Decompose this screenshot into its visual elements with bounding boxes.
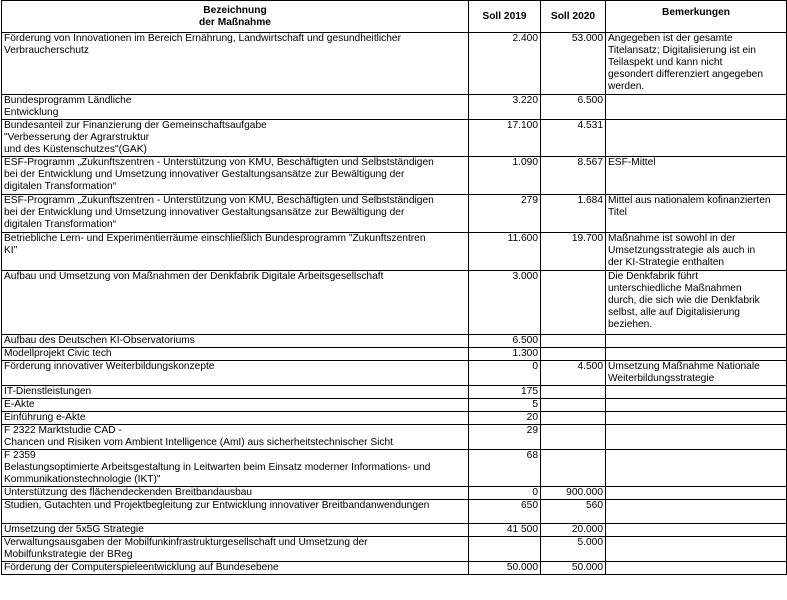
soll-2020-cell [541, 450, 606, 487]
soll-2019-cell: 5 [469, 399, 541, 412]
soll-2019-cell: 3.220 [469, 95, 541, 120]
measure-cell: Verwaltungsausgaben der Mobilfunkinfrastrukturgesellschaft und Umsetzung der Mobilfunkstrategie der BReg [2, 537, 469, 562]
soll-2020-cell [541, 271, 606, 335]
soll-2020-cell: 4.500 [541, 361, 606, 386]
header-soll-2019: Soll 2019 [469, 1, 541, 33]
table-row [2, 412, 787, 425]
remarks-cell [606, 537, 787, 562]
soll-2020-cell: 20.000 [541, 524, 606, 537]
soll-2019-cell: 0 [469, 361, 541, 386]
remarks-cell: ESF-Mittel [606, 157, 787, 195]
soll-2020-cell: 4.531 [541, 120, 606, 157]
remarks-cell [606, 562, 787, 575]
remarks-cell: Umsetzung Maßnahme Nationale Weiterbildungsstrategie [606, 361, 787, 386]
remarks-cell [606, 500, 787, 524]
soll-2019-cell: 41 500 [469, 524, 541, 537]
table-row [2, 425, 787, 450]
table-row [2, 157, 787, 195]
table-header-row [2, 1, 787, 33]
header-measure: Bezeichnung der Maßnahme [2, 1, 469, 33]
remarks-cell [606, 399, 787, 412]
soll-2019-cell: 650 [469, 500, 541, 524]
table-row [2, 95, 787, 120]
soll-2020-cell [541, 399, 606, 412]
measure-cell: Umsetzung der 5x5G Strategie [2, 524, 469, 537]
soll-2020-cell: 1.684 [541, 195, 606, 233]
table-row [2, 399, 787, 412]
soll-2019-cell: 11.600 [469, 233, 541, 271]
table-row [2, 271, 787, 335]
measure-cell: Einführung e-Akte [2, 412, 469, 425]
soll-2020-cell: 8.567 [541, 157, 606, 195]
table-row [2, 348, 787, 361]
remarks-cell [606, 95, 787, 120]
budget-table [1, 0, 787, 575]
measure-cell: Modellprojekt Civic tech [2, 348, 469, 361]
table-row [2, 335, 787, 348]
soll-2020-cell [541, 425, 606, 450]
table-row [2, 450, 787, 487]
soll-2019-cell [469, 537, 541, 562]
soll-2020-cell: 50.000 [541, 562, 606, 575]
measure-cell: Bundesprogramm Ländliche Entwicklung [2, 95, 469, 120]
remarks-cell [606, 386, 787, 399]
measure-cell: Unterstützung des flächendeckenden Breitbandausbau [2, 487, 469, 500]
table-row [2, 33, 787, 95]
soll-2019-cell: 2.400 [469, 33, 541, 95]
soll-2020-cell [541, 335, 606, 348]
soll-2019-cell: 68 [469, 450, 541, 487]
soll-2020-cell [541, 386, 606, 399]
measure-cell: F 2359 Belastungsoptimierte Arbeitsgestaltung in Leitwarten beim Einsatz moderner Informations- und Kommunikationstechnologie (IKT)" [2, 450, 469, 487]
measure-cell: F 2322 Marktstudie CAD - Chancen und Risiken vom Ambient Intelligence (AmI) aus sicherheitstechnischer Sicht [2, 425, 469, 450]
soll-2019-cell: 20 [469, 412, 541, 425]
remarks-cell [606, 120, 787, 157]
table-row [2, 562, 787, 575]
measure-cell: ESF-Programm „Zukunftszentren - Unterstützung von KMU, Beschäftigten und Selbstständigen bei der Entwicklung und Umsetzung innovativer Gestaltungsansätze zur Bewältigung der digitalen Transformation“ [2, 157, 469, 195]
measure-cell: ESF-Programm „Zukunftszentren - Unterstützung von KMU, Beschäftigten und Selbstständigen bei der Entwicklung und Umsetzung innovativer Gestaltungsansätze zur Bewältigung der digitalen Transformation“ [2, 195, 469, 233]
soll-2019-cell: 6.500 [469, 335, 541, 348]
remarks-cell [606, 425, 787, 450]
table-row [2, 120, 787, 157]
remarks-cell [606, 487, 787, 500]
measure-cell: E-Akte [2, 399, 469, 412]
soll-2020-cell: 6.500 [541, 95, 606, 120]
measure-cell: Studien, Gutachten und Projektbegleitung zur Entwicklung innovativer Breitbandanwendungen [2, 500, 469, 524]
soll-2020-cell [541, 412, 606, 425]
table-row [2, 195, 787, 233]
soll-2019-cell: 29 [469, 425, 541, 450]
soll-2020-cell: 53.000 [541, 33, 606, 95]
soll-2019-cell: 0 [469, 487, 541, 500]
measure-cell: Förderung innovativer Weiterbildungskonzepte [2, 361, 469, 386]
table-row [2, 386, 787, 399]
soll-2019-cell: 1.300 [469, 348, 541, 361]
soll-2020-cell: 19.700 [541, 233, 606, 271]
soll-2020-cell [541, 348, 606, 361]
measure-cell: Bundesanteil zur Finanzierung der Gemeinschaftsaufgabe "Verbesserung der Agrarstruktur und des Küstenschutzes"(GAK) [2, 120, 469, 157]
soll-2020-cell: 900.000 [541, 487, 606, 500]
soll-2019-cell: 175 [469, 386, 541, 399]
soll-2020-cell: 560 [541, 500, 606, 524]
table-row [2, 500, 787, 524]
remarks-cell [606, 450, 787, 487]
header-remarks: Bemerkungen [606, 1, 787, 33]
soll-2020-cell: 5.000 [541, 537, 606, 562]
soll-2019-cell: 3.000 [469, 271, 541, 335]
measure-cell: IT-Dienstleistungen [2, 386, 469, 399]
soll-2019-cell: 17.100 [469, 120, 541, 157]
remarks-cell [606, 335, 787, 348]
header-soll-2020: Soll 2020 [541, 1, 606, 33]
soll-2019-cell: 279 [469, 195, 541, 233]
remarks-cell [606, 348, 787, 361]
table-body [2, 33, 787, 575]
soll-2019-cell: 50.000 [469, 562, 541, 575]
soll-2019-cell: 1.090 [469, 157, 541, 195]
remarks-cell: Maßnahme ist sowohl in der Umsetzungsstrategie als auch in der KI-Strategie enthalten [606, 233, 787, 271]
table-row [2, 361, 787, 386]
measure-cell: Förderung von Innovationen im Bereich Ernährung, Landwirtschaft und gesundheitlicher Verbraucherschutz [2, 33, 469, 95]
table-row [2, 537, 787, 562]
measure-cell: Betriebliche Lern- und Experimentierräume einschließlich Bundesprogramm "Zukunftszentren KI" [2, 233, 469, 271]
remarks-cell: Angegeben ist der gesamte Titelansatz; Digitalisierung ist ein Teilaspekt und kann nicht gesondert differenziert angegeben werden. [606, 33, 787, 95]
table-row [2, 524, 787, 537]
remarks-cell: Die Denkfabrik führt unterschiedliche Maßnahmen durch, die sich wie die Denkfabrik selbst, alle auf Digitalisierung beziehen. [606, 271, 787, 335]
measure-cell: Aufbau und Umsetzung von Maßnahmen der Denkfabrik Digitale Arbeitsgesellschaft [2, 271, 469, 335]
remarks-cell: Mittel aus nationalem kofinanzierten Titel [606, 195, 787, 233]
table-row [2, 487, 787, 500]
table-row [2, 233, 787, 271]
remarks-cell [606, 412, 787, 425]
remarks-cell [606, 524, 787, 537]
measure-cell: Förderung der Computerspieleentwicklung auf Bundesebene [2, 562, 469, 575]
measure-cell: Aufbau des Deutschen KI-Observatoriums [2, 335, 469, 348]
